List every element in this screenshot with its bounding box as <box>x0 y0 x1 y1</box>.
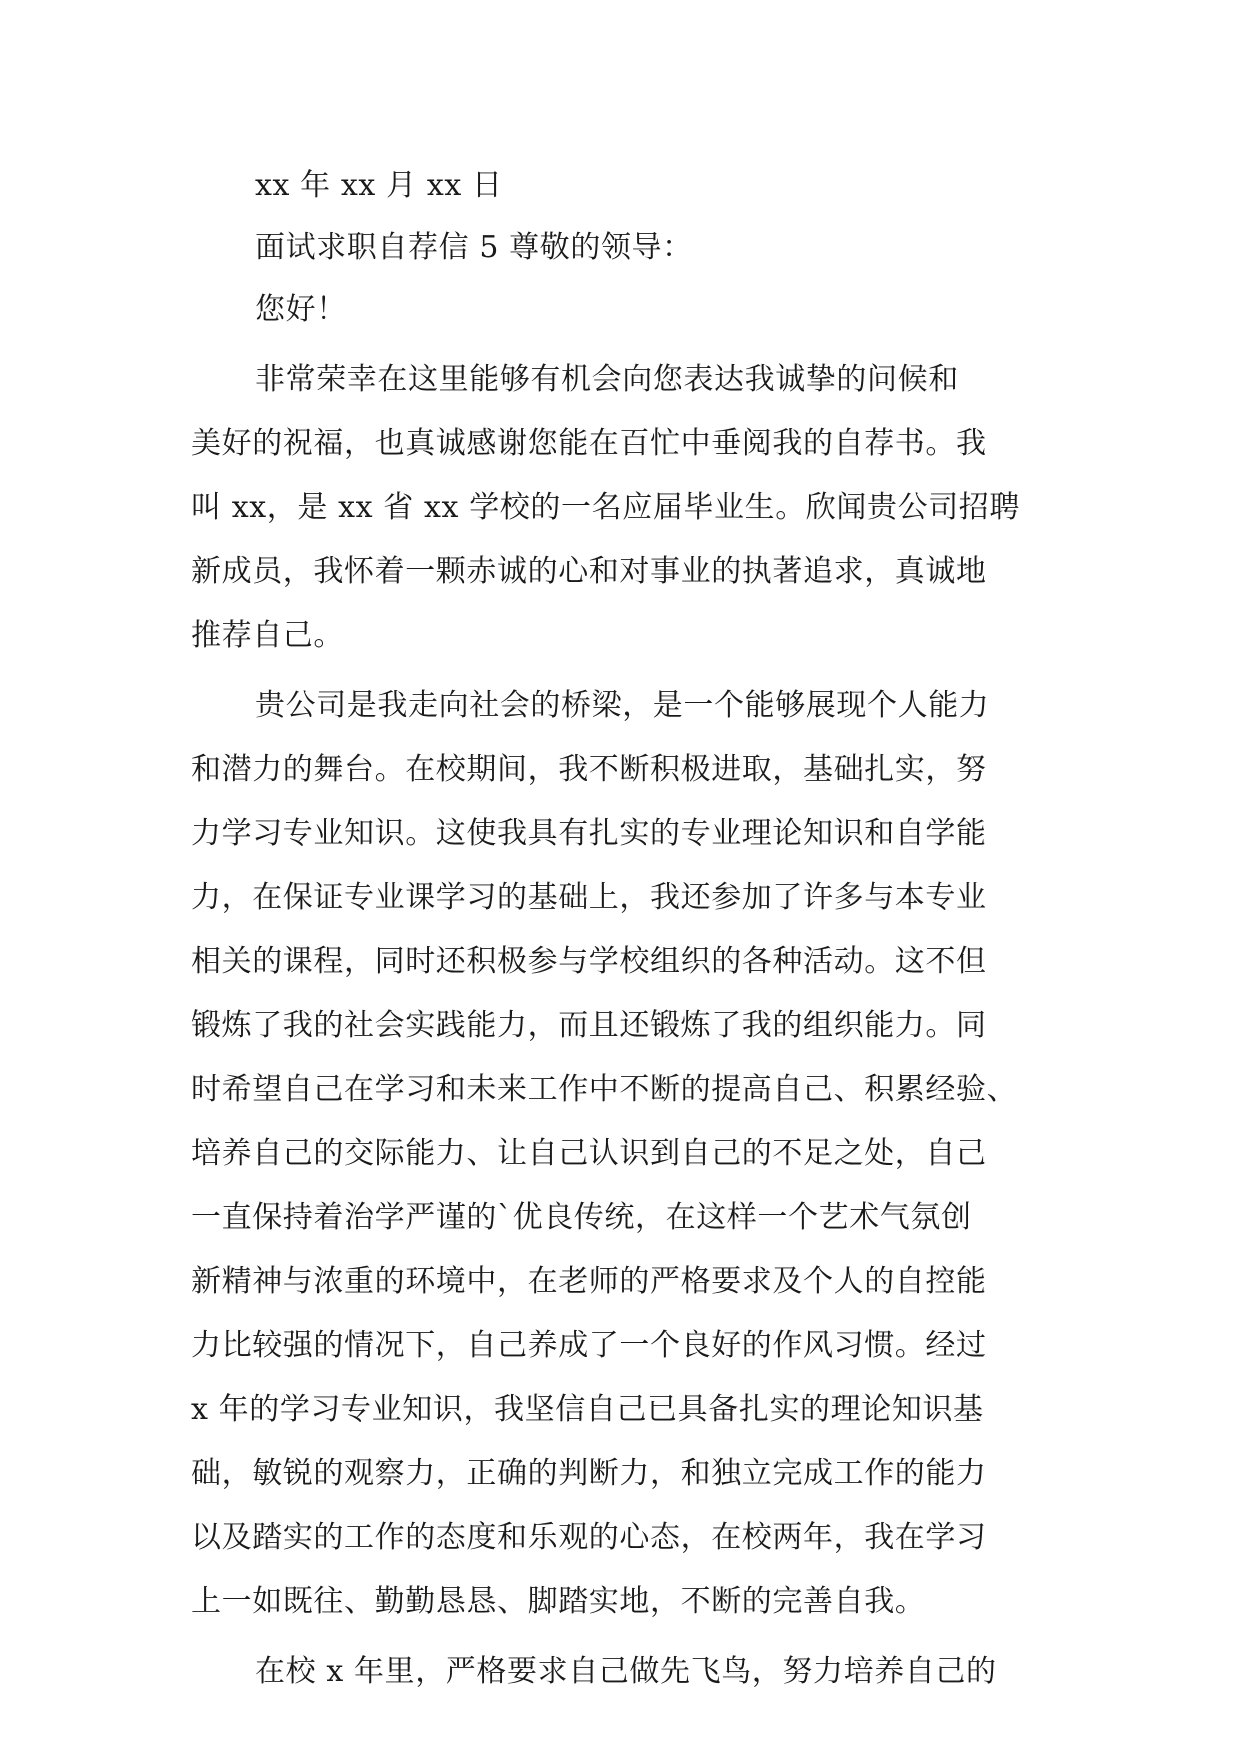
paragraph-1-line: 非常荣幸在这里能够有机会向您表达我诚挚的问候和 <box>255 362 959 397</box>
greeting-line: 您好！ <box>255 292 347 327</box>
date-line: xx 年 xx 月 xx 日 <box>255 168 503 203</box>
paragraph-2-line: 时希望自己在学习和未来工作中不断的提高自己、积累经验、 <box>191 1072 1018 1107</box>
paragraph-2-line: 新精神与浓重的环境中，在老师的严格要求及个人的自控能 <box>191 1264 987 1299</box>
paragraph-2-line: 以及踏实的工作的态度和乐观的心态，在校两年，我在学习 <box>191 1520 987 1555</box>
paragraph-1-line: 新成员，我怀着一颗赤诚的心和对事业的执著追求，真诚地 <box>191 554 987 589</box>
paragraph-2-line: 一直保持着治学严谨的`优良传统，在这样一个艺术气氛创 <box>191 1200 972 1235</box>
paragraph-1-line: 叫 xx，是 xx 省 xx 学校的一名应届毕业生。欣闻贵公司招聘 <box>191 490 1020 525</box>
paragraph-2-line: 培养自己的交际能力、让自己认识到自己的不足之处，自己 <box>191 1136 987 1171</box>
paragraph-2-line: x 年的学习专业知识，我坚信自己已具备扎实的理论知识基 <box>191 1392 984 1427</box>
paragraph-2-line: 力学习专业知识。这使我具有扎实的专业理论知识和自学能 <box>191 816 987 851</box>
paragraph-3-line: 在校 x 年里，严格要求自己做先飞鸟，努力培养自己的 <box>255 1654 997 1689</box>
paragraph-2-line: 础，敏锐的观察力，正确的判断力，和独立完成工作的能力 <box>191 1456 987 1491</box>
paragraph-2-line: 力，在保证专业课学习的基础上，我还参加了许多与本专业 <box>191 880 987 915</box>
paragraph-2-line: 上一如既往、勤勤恳恳、脚踏实地，不断的完善自我。 <box>191 1584 926 1619</box>
paragraph-2-line: 贵公司是我走向社会的桥梁，是一个能够展现个人能力 <box>255 688 990 723</box>
paragraph-2-line: 和潜力的舞台。在校期间，我不断积极进取，基础扎实，努 <box>191 752 987 787</box>
letter-title-salutation: 面试求职自荐信 5 尊敬的领导： <box>255 230 693 265</box>
paragraph-1-line: 推荐自己。 <box>191 618 344 653</box>
paragraph-2-line: 相关的课程，同时还积极参与学校组织的各种活动。这不但 <box>191 944 987 979</box>
paragraph-2-line: 力比较强的情况下，自己养成了一个良好的作风习惯。经过 <box>191 1328 987 1363</box>
paragraph-1-line: 美好的祝福，也真诚感谢您能在百忙中垂阅我的自荐书。我 <box>191 426 987 461</box>
paragraph-2-line: 锻炼了我的社会实践能力，而且还锻炼了我的组织能力。同 <box>191 1008 987 1043</box>
